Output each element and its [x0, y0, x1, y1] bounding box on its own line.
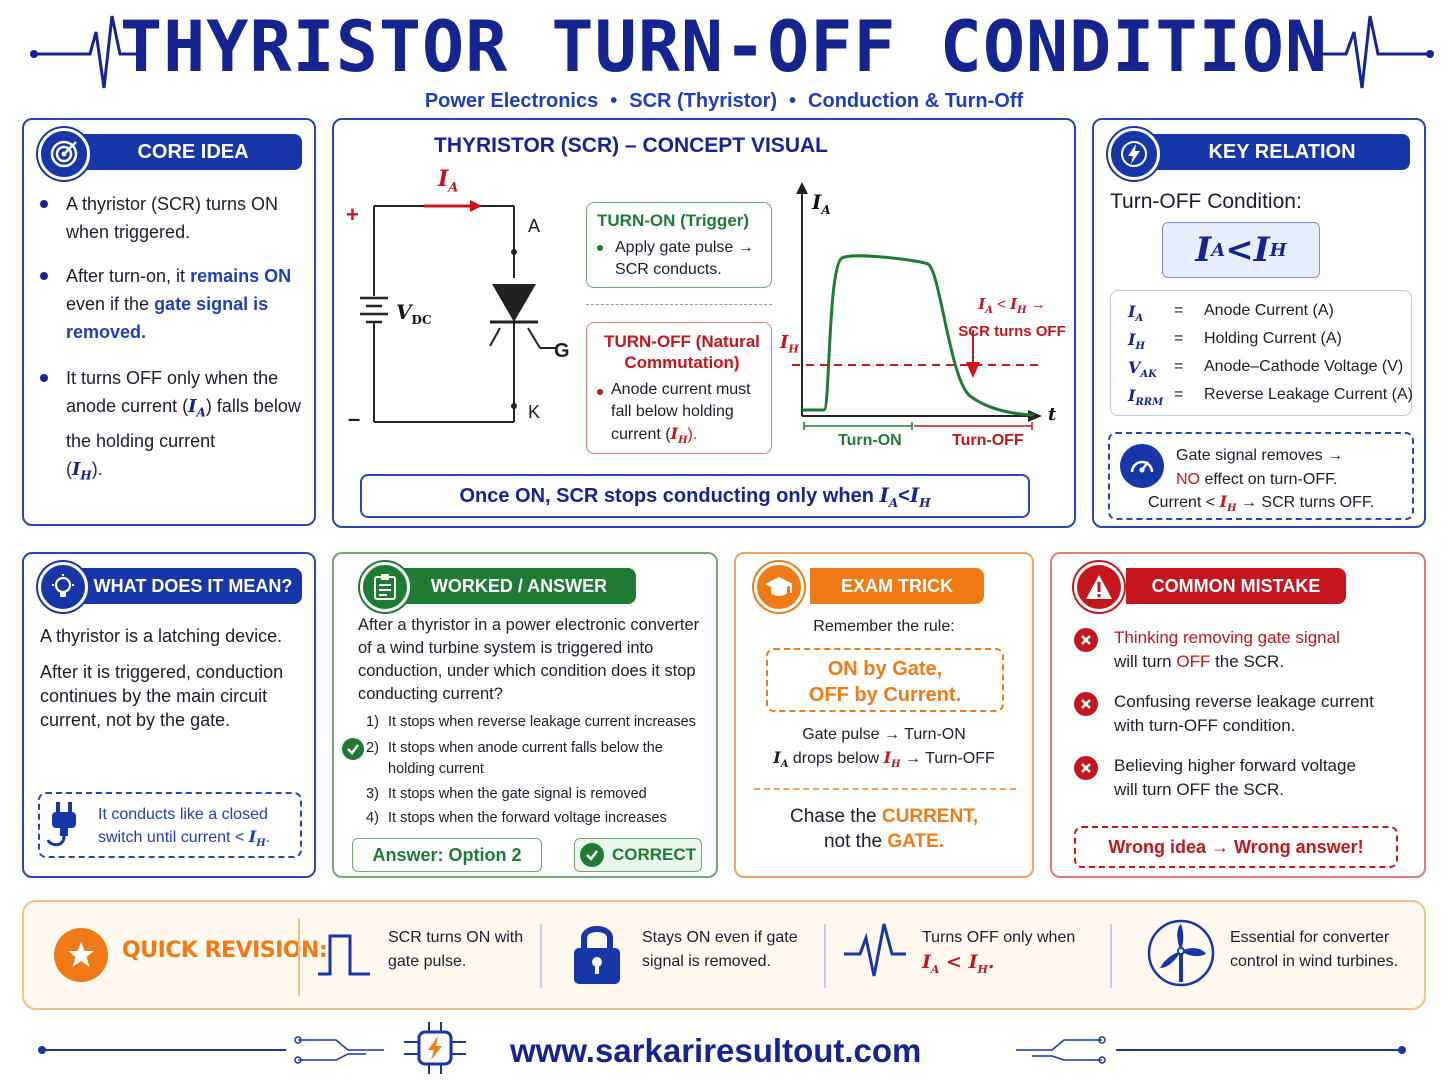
heartbeat-icon — [842, 920, 908, 980]
turn-off-title: TURN-OFF (Natural Commutation) — [604, 332, 760, 372]
worked-option-4: 4) It stops when the forward voltage increases — [366, 810, 667, 826]
target-icon — [38, 128, 90, 180]
graph-y-label: $I_A$ — [812, 190, 831, 217]
mistake-1: Thinking removing gate signal will turn OFF the SCR. — [1114, 628, 1340, 671]
graph-turnoff-note: $I_A < I_H$ → SCR turns OFF — [958, 295, 1066, 340]
gate-note-line3: Current < $I_H$ → SCR turns OFF. — [1148, 492, 1375, 515]
revision-heading: QUICK REVISION: — [122, 938, 328, 963]
worked-panel — [332, 552, 718, 878]
core-bullet-2: After turn-on, it remains ON even if the gate signal is removed. — [66, 266, 292, 342]
gate-note-text: Gate signal removes → NO effect on turn-OFF. — [1176, 447, 1344, 488]
revision-item-2: Stays ON even if gate signal is removed. — [642, 929, 798, 970]
turn-off-condition-label: Turn-OFF Condition: — [1110, 190, 1302, 213]
page-title: THYRISTOR TURN-OFF CONDITION — [119, 6, 1329, 88]
mistake-3: Believing higher forward voltage will turn OFF the SCR. — [1114, 756, 1356, 799]
footer-circuit-line-right — [1012, 1030, 1412, 1070]
check-circle-icon — [580, 843, 604, 867]
turn-on-text: Apply gate pulse → SCR conducts. — [615, 239, 754, 278]
circuit-cathode-label: K — [528, 402, 541, 422]
core-bullet-1: A thyristor (SCR) turns ON when triggered. — [66, 194, 279, 242]
graph-turn-on-label: Turn-ON — [838, 432, 902, 449]
plug-icon — [46, 800, 86, 852]
answer-box: Answer: Option 2 — [352, 838, 542, 872]
revision-item-3: Turns OFF only when $I_A < I_H$. — [922, 929, 1076, 976]
chip-bolt-icon — [400, 1020, 470, 1076]
turn-off-box — [586, 322, 772, 454]
core-idea-heading: CORE IDEA — [64, 134, 302, 170]
circuit-current-label: $I_A$ — [438, 166, 459, 196]
meaning-note-text: It conducts like a closed switch until current < $I_H$. — [98, 806, 271, 850]
turn-on-title: TURN-ON (Trigger) — [597, 211, 750, 230]
circuit-gate-label: G — [554, 340, 570, 362]
x-circle-icon — [1074, 692, 1098, 716]
revision-panel — [22, 900, 1426, 1010]
lightbulb-icon — [38, 562, 88, 612]
gauge-icon — [1120, 444, 1164, 488]
footer-url[interactable]: www.sarkariresultout.com — [510, 1032, 922, 1069]
graph-x-label: t — [1048, 404, 1057, 425]
turn-off-text: Anode current must fall below holding current $(I_H)$. — [611, 381, 751, 447]
x-circle-icon — [1074, 628, 1098, 652]
meaning-panel — [22, 552, 316, 878]
worked-option-2: 2) It stops when anode current falls below the holding current — [366, 740, 663, 777]
worked-option-1: 1) It stops when reverse leakage current increases — [366, 714, 696, 730]
core-idea-panel — [22, 118, 316, 526]
wind-turbine-icon — [1146, 918, 1216, 988]
concept-banner: Once ON, SCR stops conducting only when $I_A$ < $I_H$ — [360, 474, 1030, 518]
concept-panel — [332, 118, 1076, 528]
meaning-p1: A thyristor is a latching device. — [40, 626, 283, 646]
clipboard-icon — [360, 562, 410, 612]
footer-circuit-line-left — [36, 1030, 386, 1070]
mistake-2: Confusing reverse leakage current with turn-OFF condition. — [1114, 692, 1374, 735]
circuit-minus: – — [348, 406, 361, 431]
worked-question: After a thyristor in a power electronic converter of a wind turbine system is triggered into conduction, under which condition does it stop conducting current? — [358, 616, 700, 703]
meaning-p2: After it is triggered, conduction continues by the main circuit current, not by the gate. — [40, 662, 284, 730]
exam-line-2: $I_A$ drops below $I_H$ → Turn-OFF — [773, 748, 995, 771]
meaning-heading: WHAT DOES IT MEAN? — [64, 568, 302, 604]
warning-icon — [1074, 562, 1124, 612]
exam-chase: Chase the CURRENT, not the GATE. — [790, 806, 978, 852]
mistake-bottom-box: Wrong idea → Wrong answer! — [1074, 826, 1398, 868]
key-formula: I A < I H — [1162, 222, 1320, 278]
key-relation-panel: KEY RELATION Turn-OFF Condition: I A < I H $I_A$ = Anode Current (A) $I_H$ = Holding Current (A) $V_{AK}$ = Anode–Cathode Voltage (V) $I_{RRM}$ = Reverse Leakage Current (A) Gate signal removes → NO effect on turn-OFF. Current < $I_H$ → SCR turns OFF. — [1092, 118, 1426, 528]
pulse-icon — [316, 930, 372, 980]
correct-badge: CORRECT — [574, 838, 702, 872]
graduation-cap-icon — [754, 562, 804, 612]
worked-option-3: 3) It stops when the gate signal is removed — [366, 786, 647, 802]
exam-heading: EXAM TRICK — [810, 568, 984, 604]
exam-intro: Remember the rule: — [813, 618, 955, 635]
graph-turn-off-label: Turn-OFF — [952, 432, 1024, 449]
star-icon — [54, 928, 108, 982]
circuit-source-label: $V_{DC}$ — [396, 300, 432, 327]
mistake-heading: COMMON MISTAKE — [1126, 568, 1346, 604]
lock-icon — [570, 920, 624, 986]
check-circle-icon — [342, 738, 364, 760]
core-bullet-3: It turns OFF only when the anode current $(I_A)$ falls below the holding current $(I_H)$. — [66, 368, 301, 483]
exam-line-1: Gate pulse → Turn-ON — [802, 726, 966, 743]
mistake-panel — [1050, 552, 1426, 878]
circuit-anode-label: A — [528, 216, 541, 236]
turn-on-box — [586, 202, 772, 288]
worked-heading: WORKED / ANSWER — [394, 568, 636, 604]
revision-item-4: Essential for converter control in wind turbines. — [1230, 929, 1399, 970]
concept-heading: THYRISTOR (SCR) – CONCEPT VISUAL — [434, 134, 828, 157]
x-circle-icon — [1074, 756, 1098, 780]
exam-panel — [734, 552, 1034, 878]
revision-item-1: SCR turns ON with gate pulse. — [388, 929, 524, 970]
graph-ih-label: $I_H$ — [780, 332, 799, 356]
lightning-icon — [1108, 128, 1160, 180]
page-subtitle: Power Electronics • SCR (Thyristor) • Conduction & Turn-Off — [424, 90, 1024, 112]
circuit-plus: + — [346, 202, 359, 227]
scr-circuit-diagram — [344, 160, 584, 440]
exam-rule-box: ON by Gate, OFF by Current. — [766, 648, 1004, 712]
key-relation-heading: KEY RELATION — [1134, 134, 1410, 170]
